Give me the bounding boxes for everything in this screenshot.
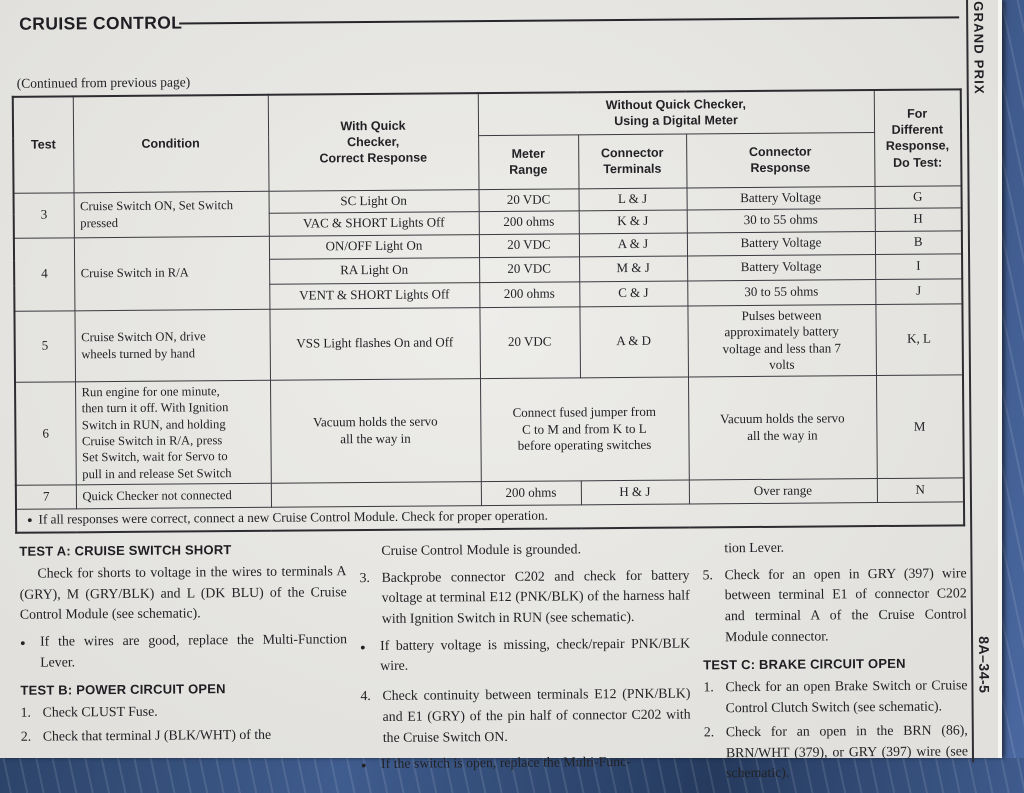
cell-test-4: 4 xyxy=(14,237,75,310)
numbered-item: 2. Check for an open in the BRN (86), BRN/WHT (379), or GRY (397) wire (see schematic). xyxy=(703,722,968,781)
column-3 xyxy=(702,536,968,787)
test-b-heading: TEST B: POWER CIRCUIT OPEN xyxy=(20,681,226,699)
test-a-heading: TEST A: CRUISE SWITCH SHORT xyxy=(19,542,232,559)
column-1 xyxy=(19,541,348,792)
cell-terminals: H & J xyxy=(581,480,689,505)
cell-wqc: VENT & SHORT Lights Off xyxy=(269,282,479,309)
cell-response: Over range xyxy=(689,479,877,504)
cell-test-3: 3 xyxy=(14,192,74,237)
bullet-item: ● If the switch is open, replace the Multi-Func- xyxy=(361,752,691,775)
numbered-item: 1. Check for an open Brake Switch or Cruise Control Clutch Switch (see schematic). xyxy=(703,677,968,716)
page-number: 8A–34-5 xyxy=(976,636,993,694)
header-test: Test xyxy=(13,96,74,192)
cell-do-test: K, L xyxy=(875,303,963,375)
continued-note: (Continued from previous page) xyxy=(16,74,191,91)
header-connector-terminals: Connector Terminals xyxy=(578,134,686,189)
column-2 xyxy=(359,539,691,790)
cell-terminals: C & J xyxy=(579,281,687,307)
procedure-columns xyxy=(19,536,968,792)
cell-test-5: 5 xyxy=(14,310,75,382)
title-rule xyxy=(179,16,959,24)
numbered-item: 1. Check CLUST Fuse. xyxy=(20,704,158,721)
cell-response: Vacuum holds the servo all the way in xyxy=(688,376,877,481)
test-c-heading: TEST C: BRAKE CIRCUIT OPEN xyxy=(703,656,906,673)
cell-wqc: VAC & SHORT Lights Off xyxy=(269,211,479,236)
continuation-paragraph: tion Lever. xyxy=(724,539,785,556)
header-without-quick-checker: Without Quick Checker, Using a Digital Meter xyxy=(478,90,874,135)
header-connector-response: Connector Response xyxy=(686,132,874,187)
cell-condition-6: Run engine for one minute, then turn it off. With Ignition Switch in RUN, and holding Cruise Switch in R/A, press Set Switch, wait for Servo to pull in and release Set Switch xyxy=(75,380,271,485)
cell-wqc xyxy=(271,482,481,508)
cell-response: Battery Voltage xyxy=(687,254,875,280)
page-edge-rule xyxy=(966,0,974,762)
cell-condition-3: Cruise Switch ON, Set Switch pressed xyxy=(74,191,269,238)
cell-wqc: VSS Light flashes On and Off xyxy=(269,307,480,380)
cell-response: Battery Voltage xyxy=(687,231,875,255)
numbered-item: 3. Backprobe connector C202 and check for battery voltage at terminal E12 (PNK/BLK) of the harness half with Ignition Switch in RUN (see schematic). xyxy=(359,567,690,626)
cell-do-test: J xyxy=(875,278,962,304)
bullet-item: ● If the wires are good, replace the Multi-Function Lever. xyxy=(20,629,347,673)
cell-wqc: Vacuum holds the servo all the way in xyxy=(270,379,481,484)
cell-meter: 20 VDC xyxy=(479,233,579,257)
bullet-icon: ● xyxy=(360,641,366,652)
cell-do-test: N xyxy=(877,478,964,503)
cell-response: 30 to 55 ohms xyxy=(687,279,875,305)
cell-meter: 20 VDC xyxy=(479,188,579,211)
numbered-item: 2. Check that terminal J (BLK/WHT) of the xyxy=(20,726,272,744)
cell-do-test: B xyxy=(875,230,962,254)
cell-wqc: RA Light On xyxy=(269,257,479,284)
cell-test-7: 7 xyxy=(16,485,76,509)
bullet-icon: ● xyxy=(360,760,367,771)
cell-wqc: ON/OFF Light On xyxy=(269,234,479,259)
header-with-quick-checker: With Quick Checker, Correct Response xyxy=(268,93,479,191)
cell-meter: 20 VDC xyxy=(479,306,580,378)
diagnostic-table xyxy=(12,88,965,533)
cell-terminals: K & J xyxy=(579,210,687,234)
cell-do-test: H xyxy=(875,207,962,231)
bullet-icon: ● xyxy=(20,637,26,648)
table-footnote-text: If all responses were correct, connect a new Cruise Control Module. Check for proper operation. xyxy=(38,508,548,528)
cell-condition-7: Quick Checker not connected xyxy=(76,483,271,509)
cell-jumper-instruction: Connect fused jumper from C to M and from K to L before operating switches xyxy=(480,377,689,482)
cell-test-6: 6 xyxy=(15,382,76,486)
cell-terminals: L & J xyxy=(579,188,687,211)
cell-do-test: I xyxy=(875,253,962,279)
cell-terminals: A & D xyxy=(579,306,688,378)
cell-response: 30 to 55 ohms xyxy=(687,208,875,232)
cell-meter: 200 ohms xyxy=(481,481,581,506)
header-condition: Condition xyxy=(73,95,269,193)
header-meter-range: Meter Range xyxy=(478,134,578,189)
cell-response: Pulses between approximately battery voltage and less than 7 volts xyxy=(687,304,876,377)
cell-meter: 200 ohms xyxy=(479,210,579,234)
cell-condition-5: Cruise Switch ON, drive wheels turned by hand xyxy=(74,309,270,382)
continuation-paragraph: Cruise Control Module is grounded. xyxy=(381,541,582,558)
bullet-icon: ● xyxy=(27,515,33,526)
header-do-test: For Different Response, Do Test: xyxy=(874,89,962,186)
cell-terminals: M & J xyxy=(579,256,687,282)
cell-meter: 20 VDC xyxy=(479,256,579,282)
side-label-model: GRAND PRIX xyxy=(971,1,987,95)
numbered-item: 4. Check continuity between terminals E12 (PNK/BLK) and E1 (GRY) of the pin half of connector C202 with the Cruise Switch ON. xyxy=(360,685,691,745)
cell-wqc: SC Light On xyxy=(269,189,479,213)
cell-terminals: A & J xyxy=(579,233,687,257)
cell-meter: 200 ohms xyxy=(479,281,579,307)
numbered-item: 5. Check for an open in GRY (397) wire between terminal E1 of connector C202 and terminal A of the Cruise Control Module connector. xyxy=(702,565,967,644)
cell-condition-4: Cruise Switch in R/A xyxy=(74,236,270,311)
page-title: CRUISE CONTROL xyxy=(19,12,183,34)
cell-response: Battery Voltage xyxy=(687,186,875,209)
cell-do-test: M xyxy=(876,375,964,479)
bullet-item: ● If battery voltage is missing, check/repair PNK/BLK wire. xyxy=(360,633,690,677)
cell-do-test: G xyxy=(875,185,962,208)
test-a-paragraph: Check for shorts to voltage in the wires to terminals A (GRY), M (GRY/BLK) and L (DK BLU) of the Cruise Control Module (see schematic). xyxy=(19,563,347,623)
